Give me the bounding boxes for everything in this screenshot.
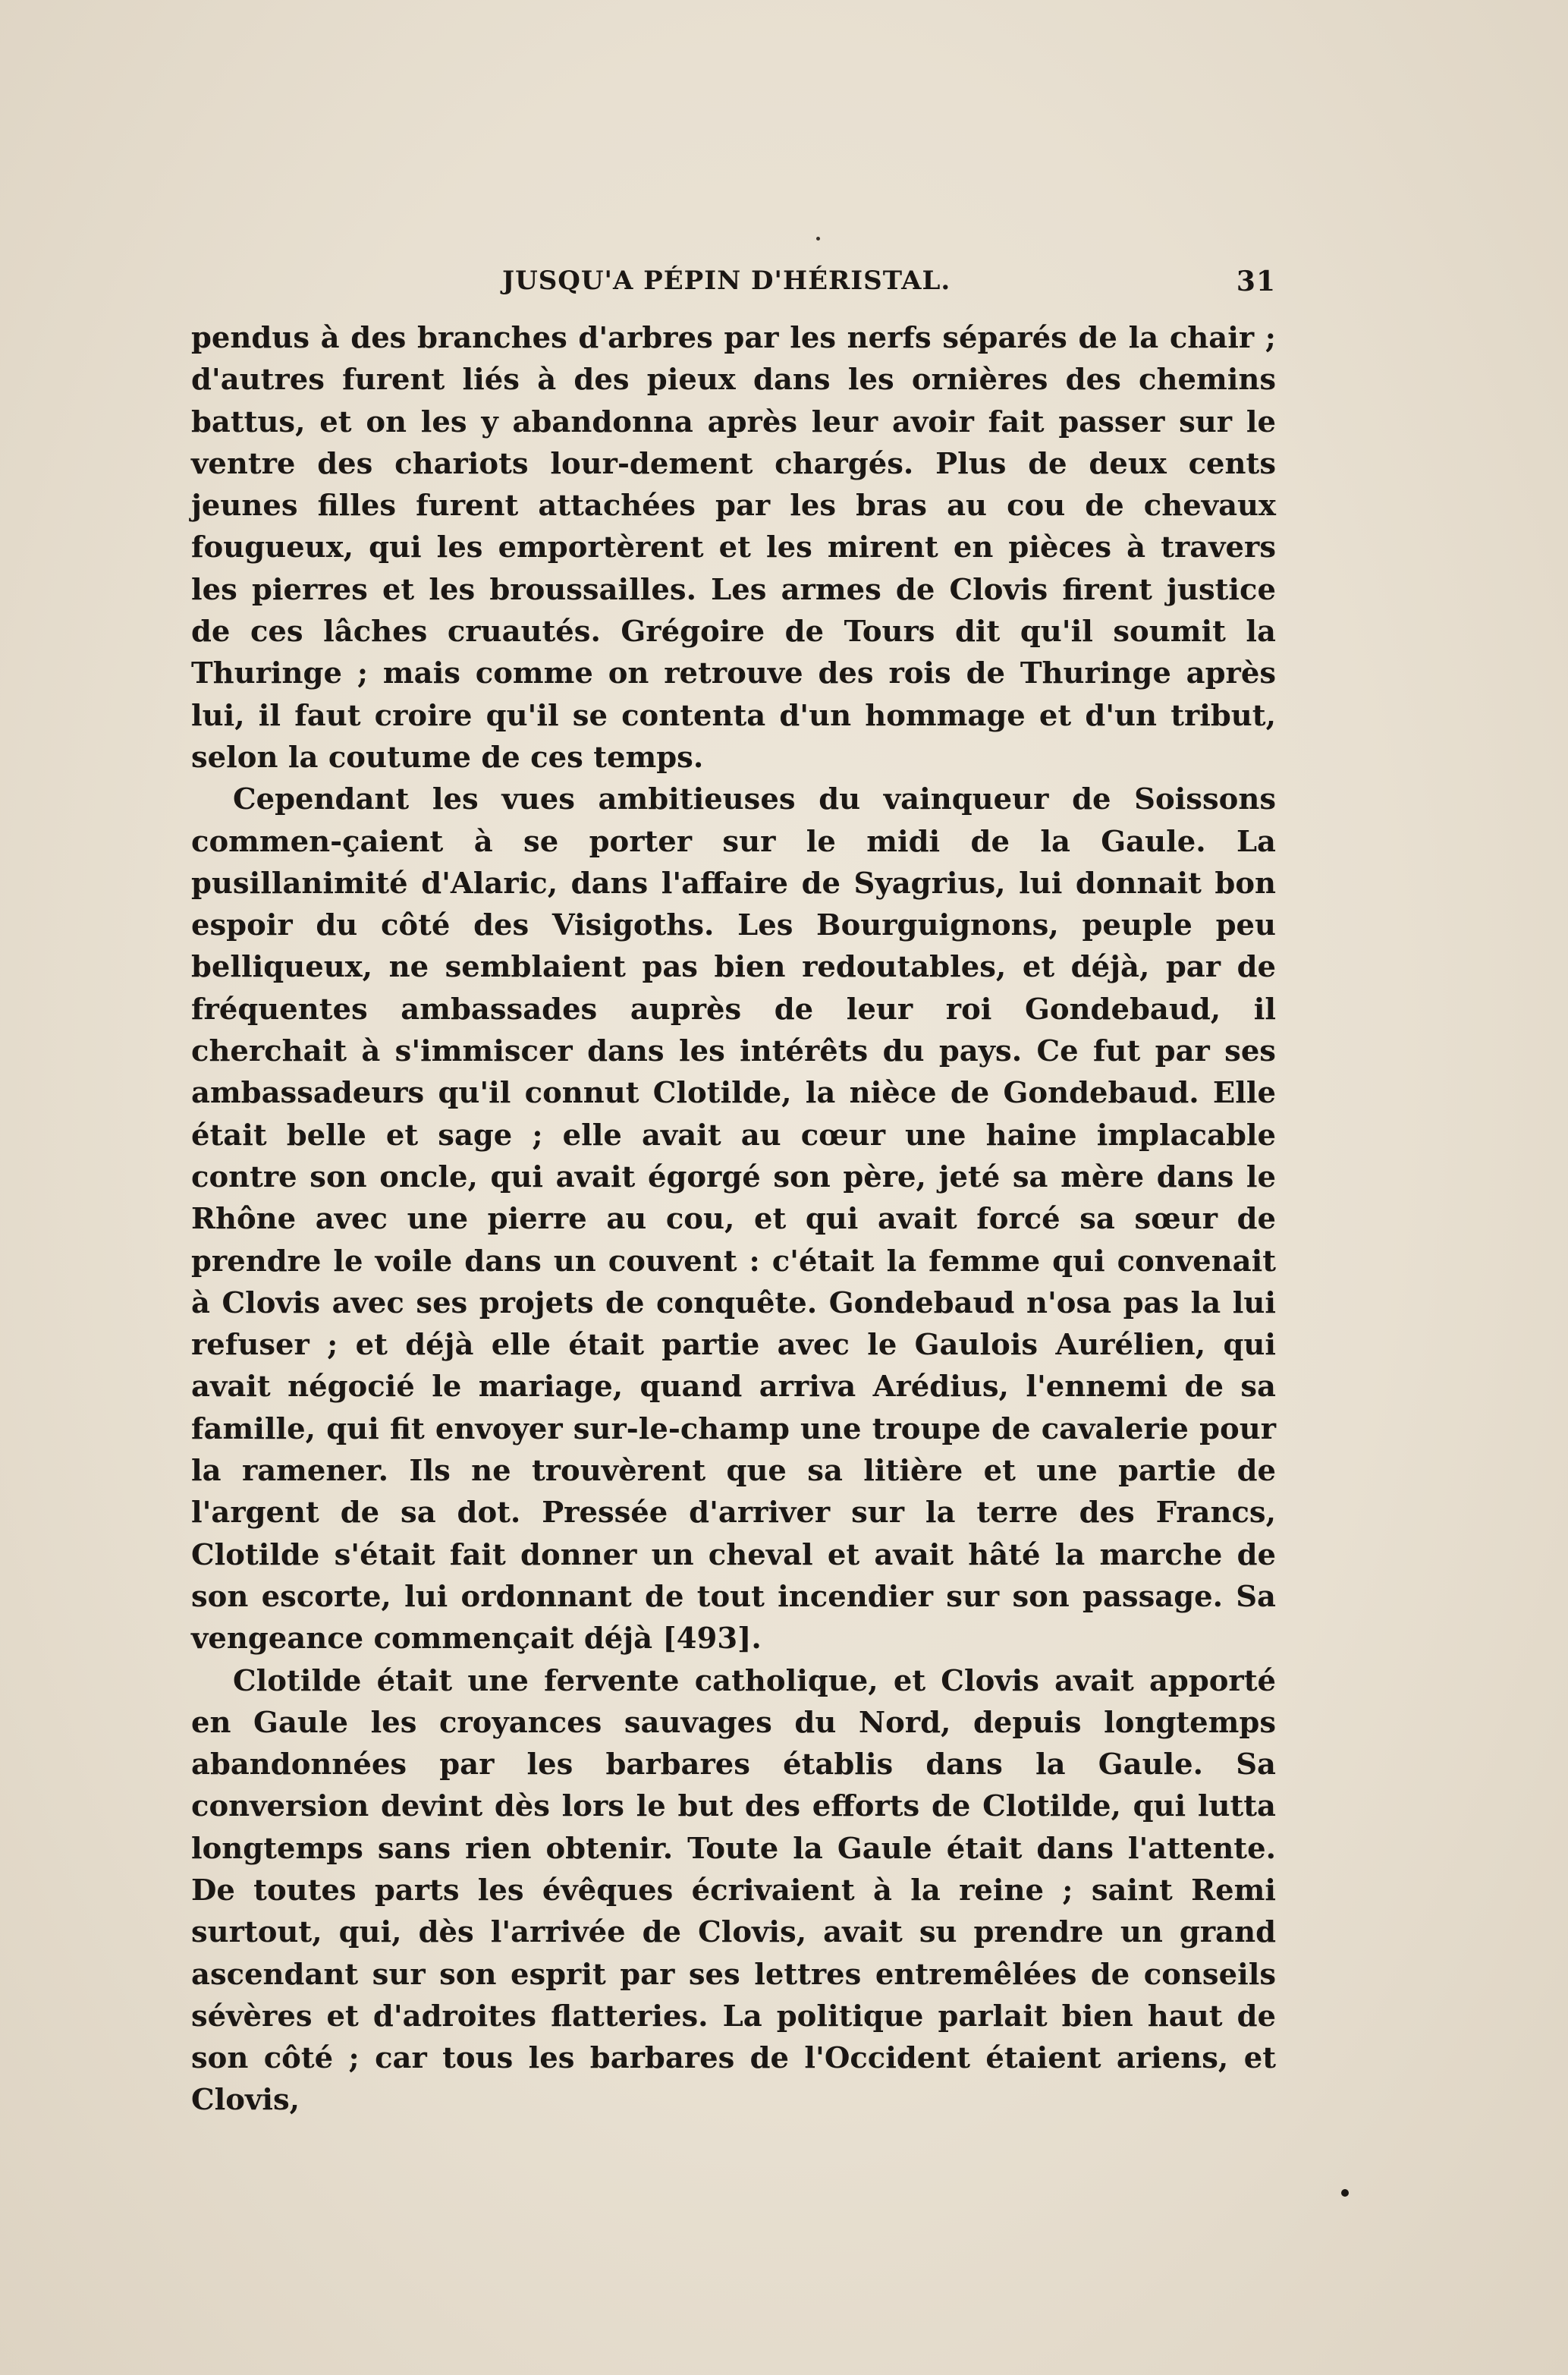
page-number: 31 xyxy=(1236,266,1276,297)
ink-dot xyxy=(1341,2189,1349,2197)
paragraph-2: Cependant les vues ambitieuses du vainqueur de Soissons commen-çaient à se porter sur le midi de la Gaule. La pusillanimité d'Alaric, dans l'affaire de Syagrius, lui donnait bon espoir du côté des Visigoths. Les Bourguignons, peuple peu belliqueux, ne semblaient pas bien redoutables, et déjà, par de fréquentes ambassades auprès de leur roi Gondebaud, il cherchait à s'immiscer dans les intérêts du pays. Ce fut par ses ambassadeurs qu'il connut Clotilde, la nièce de Gondebaud. Elle était belle et sage ; elle avait au cœur une haine implacable contre son oncle, qui avait égorgé son père, jeté sa mère dans le Rhône avec une pierre au cou, et qui avait forcé sa sœur de prendre le voile dans un couvent : c'était la femme qui convenait à Clovis avec ses projets de conquête. Gondebaud n'osa pas la lui refuser ; et déjà elle était partie avec le Gaulois Aurélien, qui avait négocié le mariage, quand arriva Arédius, l'ennemi de sa famille, qui fit envoyer sur-le-champ une troupe de cavalerie pour la ramener. Ils ne trouvèrent que sa litière et une partie de l'argent de sa dot. Pressée d'arriver sur la terre des Francs, Clotilde s'était fait donner un cheval et avait hâté la marche de son escorte, lui ordonnant de tout incendier sur son passage. Sa vengeance commençait déjà [493]. xyxy=(191,782,1276,1656)
running-title: JUSQU'A PÉPIN D'HÉRISTAL. xyxy=(502,266,951,296)
body-text xyxy=(191,317,1276,2122)
text-block xyxy=(191,258,1276,2122)
running-header xyxy=(191,258,1276,304)
ink-speck xyxy=(816,237,820,241)
paragraph-1: pendus à des branches d'arbres par les nerfs séparés de la chair ; d'autres furent liés à des pieux dans les ornières des chemins battus, et on les y abandonna après leur avoir fait passer sur le ventre des chariots lour-dement chargés. Plus de deux cents jeunes filles furent attachées par les bras au cou de chevaux fougueux, qui les emportèrent et les mirent en pièces à travers les pierres et les broussailles. Les armes de Clovis firent justice de ces lâches cruautés. Grégoire de Tours dit qu'il soumit la Thuringe ; mais comme on retrouve des rois de Thuringe après lui, il faut croire qu'il se contenta d'un hommage et d'un tribut, selon la coutume de ces temps. xyxy=(191,321,1276,775)
paragraph-3: Clotilde était une fervente catholique, et Clovis avait apporté en Gaule les croyances sauvages du Nord, depuis longtemps abandonnées par les barbares établis dans la Gaule. Sa conversion devint dès lors le but des efforts de Clotilde, qui lutta longtemps sans rien obtenir. Toute la Gaule était dans l'attente. De toutes parts les évêques écrivaient à la reine ; saint Remi surtout, qui, dès l'arrivée de Clovis, avait su prendre un grand ascendant sur son esprit par ses lettres entremêlées de conseils sévères et d'adroites flatteries. La politique parlait bien haut de son côté ; car tous les barbares de l'Occident étaient ariens, et Clovis, xyxy=(191,1663,1276,2118)
